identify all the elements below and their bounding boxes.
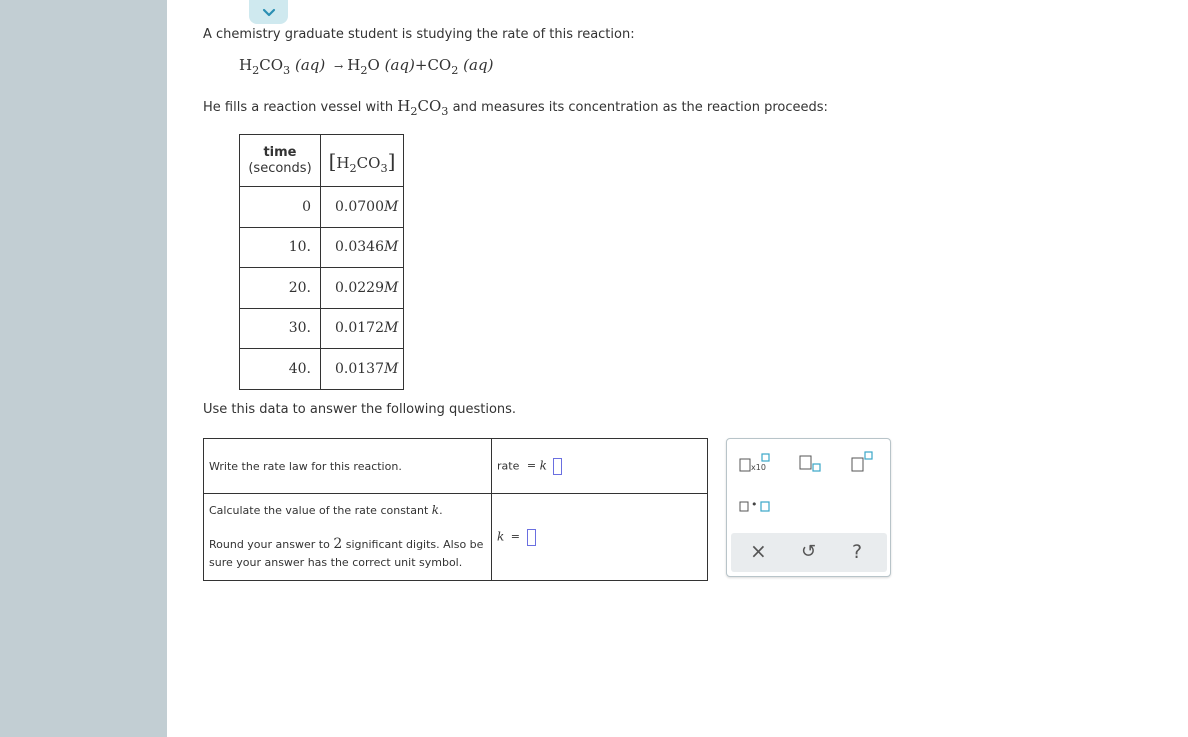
subscript-button[interactable] xyxy=(799,453,823,475)
rate-constant-prompt: Calculate the value of the rate constant k. Round your answer to 2 significant digits. Also be sure your answer has the correct unit symbol. xyxy=(204,494,492,581)
reaction-equation: $H_2CO_3$ $(aq) \to H_2O$ $(aq)+CO_2$ (aq) xyxy=(239,56,494,77)
rate-law-answer-cell: rate = k xyxy=(492,439,708,494)
clear-button[interactable]: × xyxy=(750,539,767,563)
collapse-toggle[interactable] xyxy=(249,0,288,24)
concentration-data-table xyxy=(239,134,404,390)
rate-constant-answer-cell: k = xyxy=(492,494,708,581)
rate-law-input[interactable] xyxy=(553,458,562,475)
subscript-icon xyxy=(799,453,823,475)
left-sidebar xyxy=(0,0,167,737)
table-row: 10. 0.0346M xyxy=(240,227,404,268)
intro-line-2: He fills a reaction vessel with $H_2CO_3$ and measures its concentration as the reaction proceeds: xyxy=(203,97,828,118)
time-column-header: time (seconds) xyxy=(240,135,321,187)
superscript-button[interactable] xyxy=(851,451,875,473)
chevron-down-icon xyxy=(262,8,276,17)
question-table xyxy=(203,438,708,581)
intro-line-3: Use this data to answer the following questions. xyxy=(203,402,517,417)
table-row: 0 0.0700M xyxy=(240,187,404,228)
intro-line-1: A chemistry graduate student is studying the rate of this reaction: xyxy=(203,27,635,42)
rate-constant-input[interactable] xyxy=(527,529,536,546)
times-ten-power-button[interactable]: x10 xyxy=(739,453,773,475)
table-row: 40. 0.0137M xyxy=(240,349,404,390)
superscript-icon xyxy=(851,451,875,473)
palette-action-bar xyxy=(731,533,887,572)
undo-button[interactable]: ↺ xyxy=(801,541,817,562)
table-row: 20. 0.0229M xyxy=(240,268,404,309)
concentration-column-header: $[H_2CO_3]$ xyxy=(321,135,404,187)
multiply-dot-button[interactable]: • xyxy=(739,499,775,515)
help-button[interactable]: ? xyxy=(852,541,863,563)
rate-law-prompt: Write the rate law for this reaction. xyxy=(204,439,492,494)
math-palette xyxy=(726,438,891,577)
table-row: 30. 0.0172M xyxy=(240,308,404,349)
